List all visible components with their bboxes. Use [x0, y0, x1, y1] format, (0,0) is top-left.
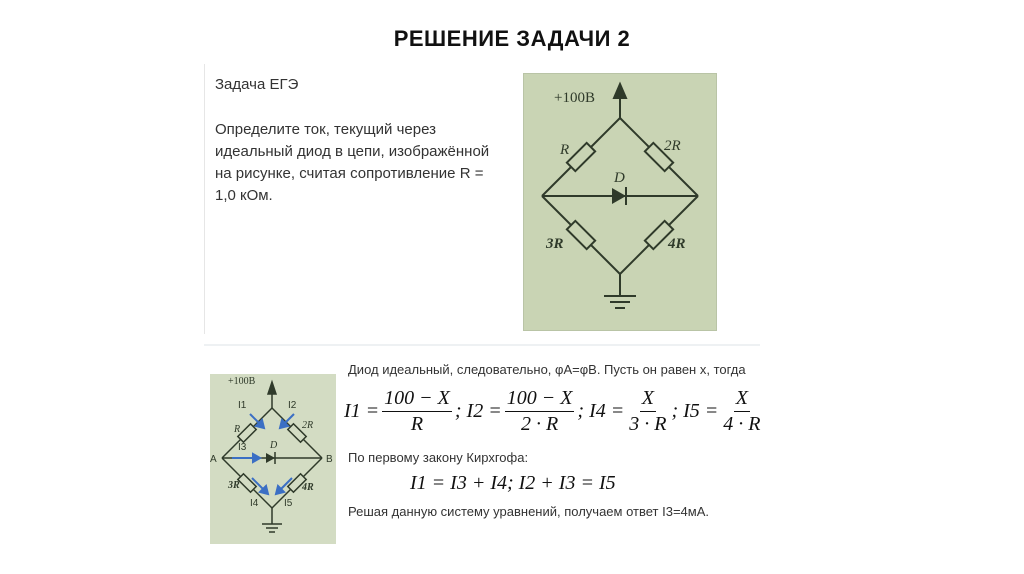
current-i4-label: I4: [250, 498, 259, 509]
formula-i1-term: I1 =: [344, 399, 380, 422]
resistor-r3-label: 3R: [546, 236, 564, 252]
formula-i5-term: ; I5 =: [671, 399, 719, 422]
solution-intro: Диод идеальный, следовательно, φA=φB. Пусть он равен x, тогда: [348, 362, 746, 377]
kirchhoff-formula: I1 = I3 + I4; I2 + I3 = I5: [410, 472, 616, 494]
task-panel: [204, 64, 517, 334]
task-text: Определите ток, текущий через идеальный диод в цепи, изображённой на рисунке, считая сопротивление R = 1,0 кОм.: [215, 121, 490, 204]
solution-diagram-photo: [210, 374, 336, 544]
circuit-photo: [523, 73, 717, 331]
solution-panel: [204, 344, 760, 550]
resistor-r4-label: 4R: [668, 236, 686, 252]
sol-r4-label: 4R: [302, 482, 314, 493]
current-i2-label: I2: [288, 400, 297, 411]
solution-answer: Решая данную систему уравнений, получаем ответ I3=4мА.: [348, 504, 709, 519]
kirchhoff-label: По первому закону Кирхгофа:: [348, 450, 529, 465]
sol-r1-label: R: [234, 424, 241, 435]
solution-circuit-diagram: [210, 374, 336, 544]
current-formulas: [344, 384, 766, 438]
fraction-i4: $\frac{X}{3 \cdot R}$: [629, 386, 667, 435]
fraction-i1: $\frac{100 - X}{R}$: [384, 386, 450, 435]
voltage-label: +100В: [554, 90, 595, 106]
resistor-r1-label: R: [560, 142, 570, 158]
current-i3-label: I3: [238, 442, 247, 453]
slide-title: РЕШЕНИЕ ЗАДАЧИ 2: [393, 26, 631, 51]
node-b-label: B: [326, 454, 333, 465]
circuit-diagram: [524, 74, 716, 330]
sol-diode-label: D: [270, 440, 278, 451]
fraction-i2: $\frac{100 - X}{2 \cdot R}$: [506, 386, 573, 435]
node-a-label: A: [210, 454, 217, 465]
current-i1-label: I1: [238, 400, 247, 411]
resistor-r2-label: 2R: [664, 138, 681, 154]
diode-label: D: [614, 170, 625, 186]
sol-voltage-label: +100В: [228, 376, 256, 387]
formula-i4-term: ; I4 =: [577, 399, 625, 422]
task-heading: Задача ЕГЭ: [215, 76, 299, 93]
sol-r2-label: 2R: [302, 420, 314, 431]
sol-r3-label: 3R: [228, 480, 240, 491]
formula-i2-term: ; I2 =: [454, 399, 502, 422]
current-i5-label: I5: [284, 498, 293, 509]
fraction-i5: $\frac{X}{4 \cdot R}$: [723, 386, 761, 435]
